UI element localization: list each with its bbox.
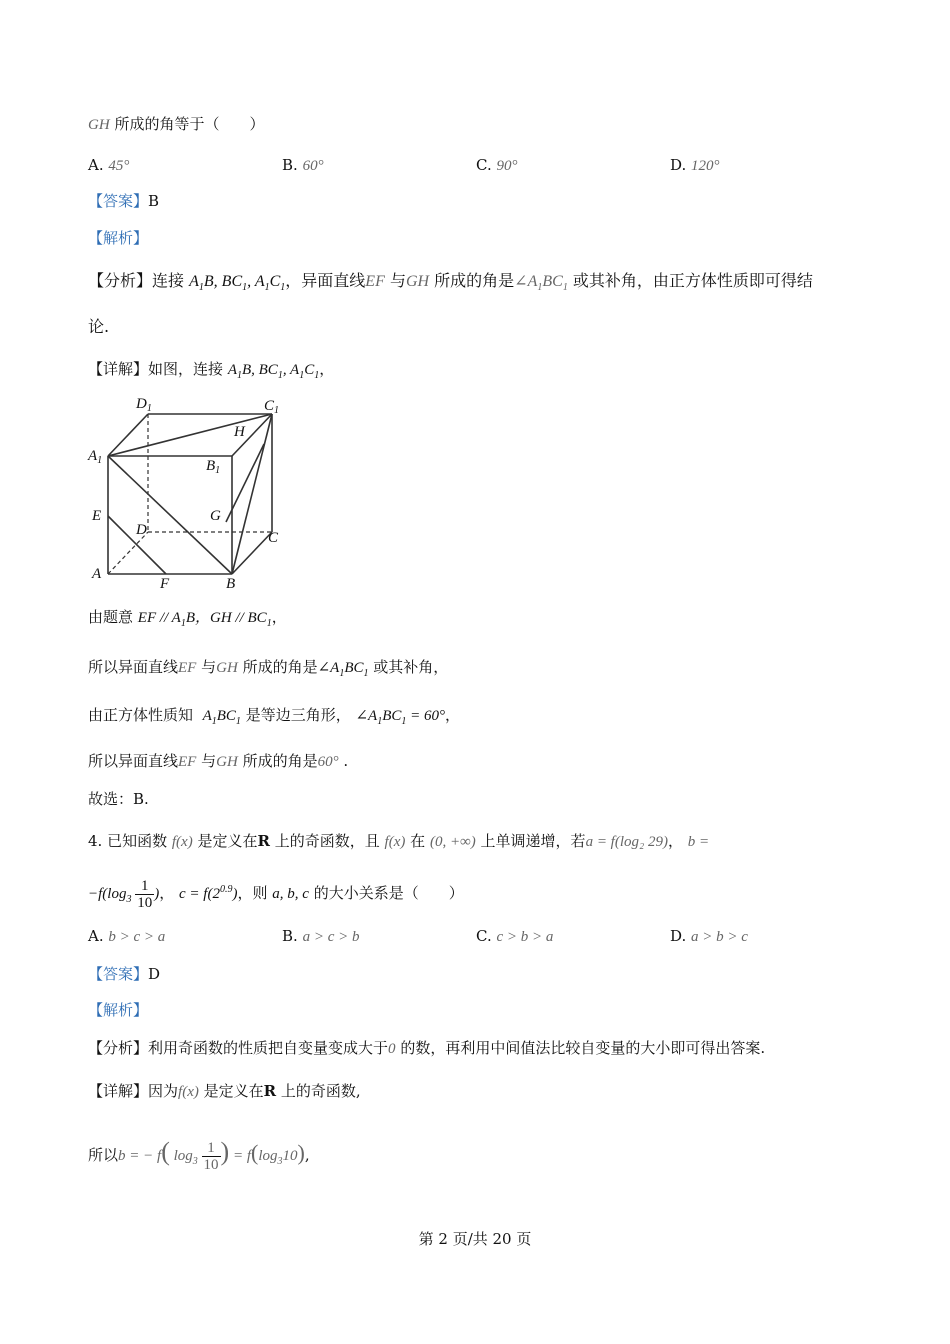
text: 连接 <box>152 271 185 290</box>
math-60: 60° <box>317 754 339 770</box>
page-footer: 第 2 页/共 20 页 <box>418 1230 532 1248</box>
math-EF: EF <box>178 660 197 676</box>
math-R: R <box>257 832 270 850</box>
fraction <box>202 1140 221 1173</box>
math-GH: GH <box>88 117 110 133</box>
option-label: A. <box>88 156 104 174</box>
q3-answer <box>88 190 159 212</box>
text: 或其补角，由正方体性质即可得结 <box>572 271 813 290</box>
math-R: R <box>263 1082 277 1100</box>
q3-analysis-tag: 【解析】 <box>88 229 149 247</box>
option-value: 60° <box>302 158 324 174</box>
q3-step3 <box>88 704 460 733</box>
label-B: B <box>226 576 236 592</box>
math-parallel: EF // $A_1B$，GH // $BC_1$ <box>137 610 272 629</box>
text: ， <box>445 706 461 724</box>
option-value: b > c > a <box>108 929 166 945</box>
paren: ( <box>161 1137 170 1166</box>
q3-step4 <box>88 750 348 773</box>
text: , <box>304 1146 310 1164</box>
label-E: E <box>92 508 102 524</box>
text: 10 <box>282 1148 298 1164</box>
q4-option-c <box>476 925 553 948</box>
math-zero: 0 <box>388 1041 396 1057</box>
text: 3 <box>277 1156 283 1167</box>
q4-option-a <box>88 925 165 948</box>
q4-option-d <box>670 925 748 948</box>
text: 因为 <box>148 1082 179 1100</box>
math-fx: f(x) <box>178 1084 199 1100</box>
fenxi-tag: 【分析】 <box>88 271 153 290</box>
text: 3 <box>126 894 132 905</box>
text: ，则 <box>237 884 268 902</box>
text: b = − f <box>118 1148 162 1164</box>
option-label: C. <box>476 156 492 174</box>
q3-option-a <box>88 154 129 177</box>
option-value: a > b > c <box>691 929 748 945</box>
text: = f <box>232 1148 251 1164</box>
q3-stem-tail <box>88 113 264 136</box>
option-label: A. <box>88 927 104 945</box>
math-b-expr <box>118 1137 305 1174</box>
q3-fenxi <box>88 270 813 299</box>
option-label: D. <box>670 156 687 174</box>
math-GH: GH <box>216 754 238 770</box>
text: 如图，连接 <box>148 360 224 378</box>
text: . <box>343 752 349 770</box>
option-value: 90° <box>496 158 518 174</box>
answer-value: B <box>148 192 160 210</box>
label-F: F <box>160 576 170 592</box>
text: 所以异面直线 <box>88 752 179 770</box>
text: 所成的角是 <box>434 271 515 290</box>
label-C1: $C_1$ <box>264 398 280 416</box>
text: 3 <box>192 1156 198 1167</box>
segment-A1C1 <box>108 414 272 456</box>
option-label: B. <box>282 927 298 945</box>
paren: ) <box>220 1137 230 1166</box>
label-A1: $A_1$ <box>88 448 103 466</box>
math-EF: EF <box>178 754 197 770</box>
text: log <box>173 1148 193 1164</box>
math-a-def: a = f(log₂ 29) <box>585 834 668 850</box>
q3-stem-text: 所成的角等于（ ） <box>114 115 265 133</box>
option-label: C. <box>476 927 492 945</box>
cube-figure <box>84 392 294 592</box>
answer-tag: 【答案】 <box>88 965 149 983</box>
label-C: C <box>268 530 279 546</box>
label-D1: $D_1$ <box>136 396 152 414</box>
text: 是等边三角形， <box>245 706 351 724</box>
math-GH: GH <box>405 273 430 290</box>
q3-conclusion: 故选：B. <box>88 790 149 808</box>
text: 利用奇函数的性质把自变量变成大于 <box>148 1039 389 1057</box>
q4-detail <box>88 1080 361 1103</box>
numerator: 1 <box>202 1140 221 1157</box>
text: 或其补角， <box>373 658 449 676</box>
q3-option-b <box>282 154 324 177</box>
text: 所以异面直线 <box>88 658 179 676</box>
option-value: c > b > a <box>496 929 554 945</box>
q3-option-d <box>670 154 720 177</box>
text: ， <box>159 884 175 902</box>
math-GH: GH <box>216 660 238 676</box>
label-H: H <box>234 424 245 440</box>
q3-detail <box>88 358 334 387</box>
text: 与 <box>389 271 406 290</box>
answer-value: D <box>148 965 161 983</box>
q3-step1 <box>88 606 287 635</box>
q4-stem-line1 <box>88 830 709 853</box>
text: ) <box>232 886 238 902</box>
label-D: D <box>136 522 147 538</box>
text: ， <box>667 832 683 850</box>
q3-fenxi-cont: 论. <box>88 317 110 336</box>
q4-option-b <box>282 925 359 948</box>
math-fx: f(x) <box>171 834 193 850</box>
text: 上单调递增，若 <box>480 832 586 850</box>
text: ，异面直线 <box>285 271 366 290</box>
text: 的大小关系是（ ） <box>313 884 464 902</box>
text: 是定义在 <box>197 832 258 850</box>
text: 4. 已知函数 <box>88 832 168 850</box>
q4-answer <box>88 963 160 985</box>
answer-tag: 【答案】 <box>88 192 149 210</box>
text: 0.9 <box>219 884 233 895</box>
paren: ) <box>297 1140 305 1165</box>
text: 由题意 <box>88 608 134 626</box>
math-vars: a, b, c <box>272 886 309 902</box>
edge-A1D1 <box>108 414 148 456</box>
option-value: a > c > b <box>302 929 360 945</box>
label-G: G <box>210 508 221 524</box>
math-c-def <box>179 886 237 902</box>
q3-option-c <box>476 154 518 177</box>
detail-tag: 【详解】 <box>88 1082 149 1100</box>
edge-AD-hidden <box>108 532 148 574</box>
paren: ( <box>251 1140 259 1165</box>
option-label: B. <box>282 156 298 174</box>
q3-step2 <box>88 656 448 685</box>
text: ) <box>154 886 160 902</box>
text: 所成的角是 <box>242 658 318 676</box>
fenxi-tag: 【分析】 <box>88 1039 149 1057</box>
math-fx: f(x) <box>384 834 406 850</box>
math-angle: $\angle A_1BC_1$ <box>317 660 369 679</box>
text: 的数，再利用中间值法比较自变量的大小即可得出答案. <box>400 1039 766 1057</box>
text: log <box>258 1148 278 1164</box>
option-value: 120° <box>691 158 720 174</box>
text: 与 <box>201 752 217 770</box>
math-triangle: $A_1BC_1$ <box>202 708 241 727</box>
math-angle: $\angle A_1BC_1$ <box>514 273 568 294</box>
q4-fenxi <box>88 1037 765 1060</box>
text: 在 <box>410 832 426 850</box>
math-b-var: b = <box>687 834 710 850</box>
math-b-def <box>88 878 160 912</box>
denominator: 10 <box>203 1157 219 1174</box>
text: ， <box>319 360 335 378</box>
fraction <box>135 878 154 911</box>
math-interval: (0, +∞) <box>429 834 476 850</box>
option-value: 45° <box>108 158 130 174</box>
label-A: A <box>92 566 102 582</box>
text: 上的奇函数，且 <box>274 832 380 850</box>
text: 是定义在 <box>203 1082 264 1100</box>
math-connect: $A_1B$, $BC_1$, $A_1C_1$ <box>189 273 286 294</box>
q4-analysis-tag: 【解析】 <box>88 1001 149 1019</box>
numerator: 1 <box>135 878 154 895</box>
text: 所以 <box>88 1146 119 1164</box>
math-EF: EF <box>365 273 385 290</box>
text: −f(log <box>88 886 127 902</box>
text: c = f(2 <box>179 886 220 902</box>
text: 上的奇函数, <box>280 1082 361 1100</box>
math-angle-eq: $\angle A_1BC_1 = 60^\circ$ <box>355 708 446 727</box>
label-B1: $B_1$ <box>206 458 221 476</box>
q4-last-line <box>88 1132 310 1182</box>
text: 由正方体性质知 <box>88 706 194 724</box>
text: ， <box>271 608 287 626</box>
text: 与 <box>201 658 217 676</box>
text: 所成的角是 <box>242 752 318 770</box>
detail-tag: 【详解】 <box>88 360 149 378</box>
math-connect: $A_1B$, $BC_1$, $A_1C_1$ <box>227 362 320 381</box>
option-label: D. <box>670 927 687 945</box>
q4-stem-line2 <box>88 872 464 918</box>
denominator: 10 <box>137 895 153 912</box>
